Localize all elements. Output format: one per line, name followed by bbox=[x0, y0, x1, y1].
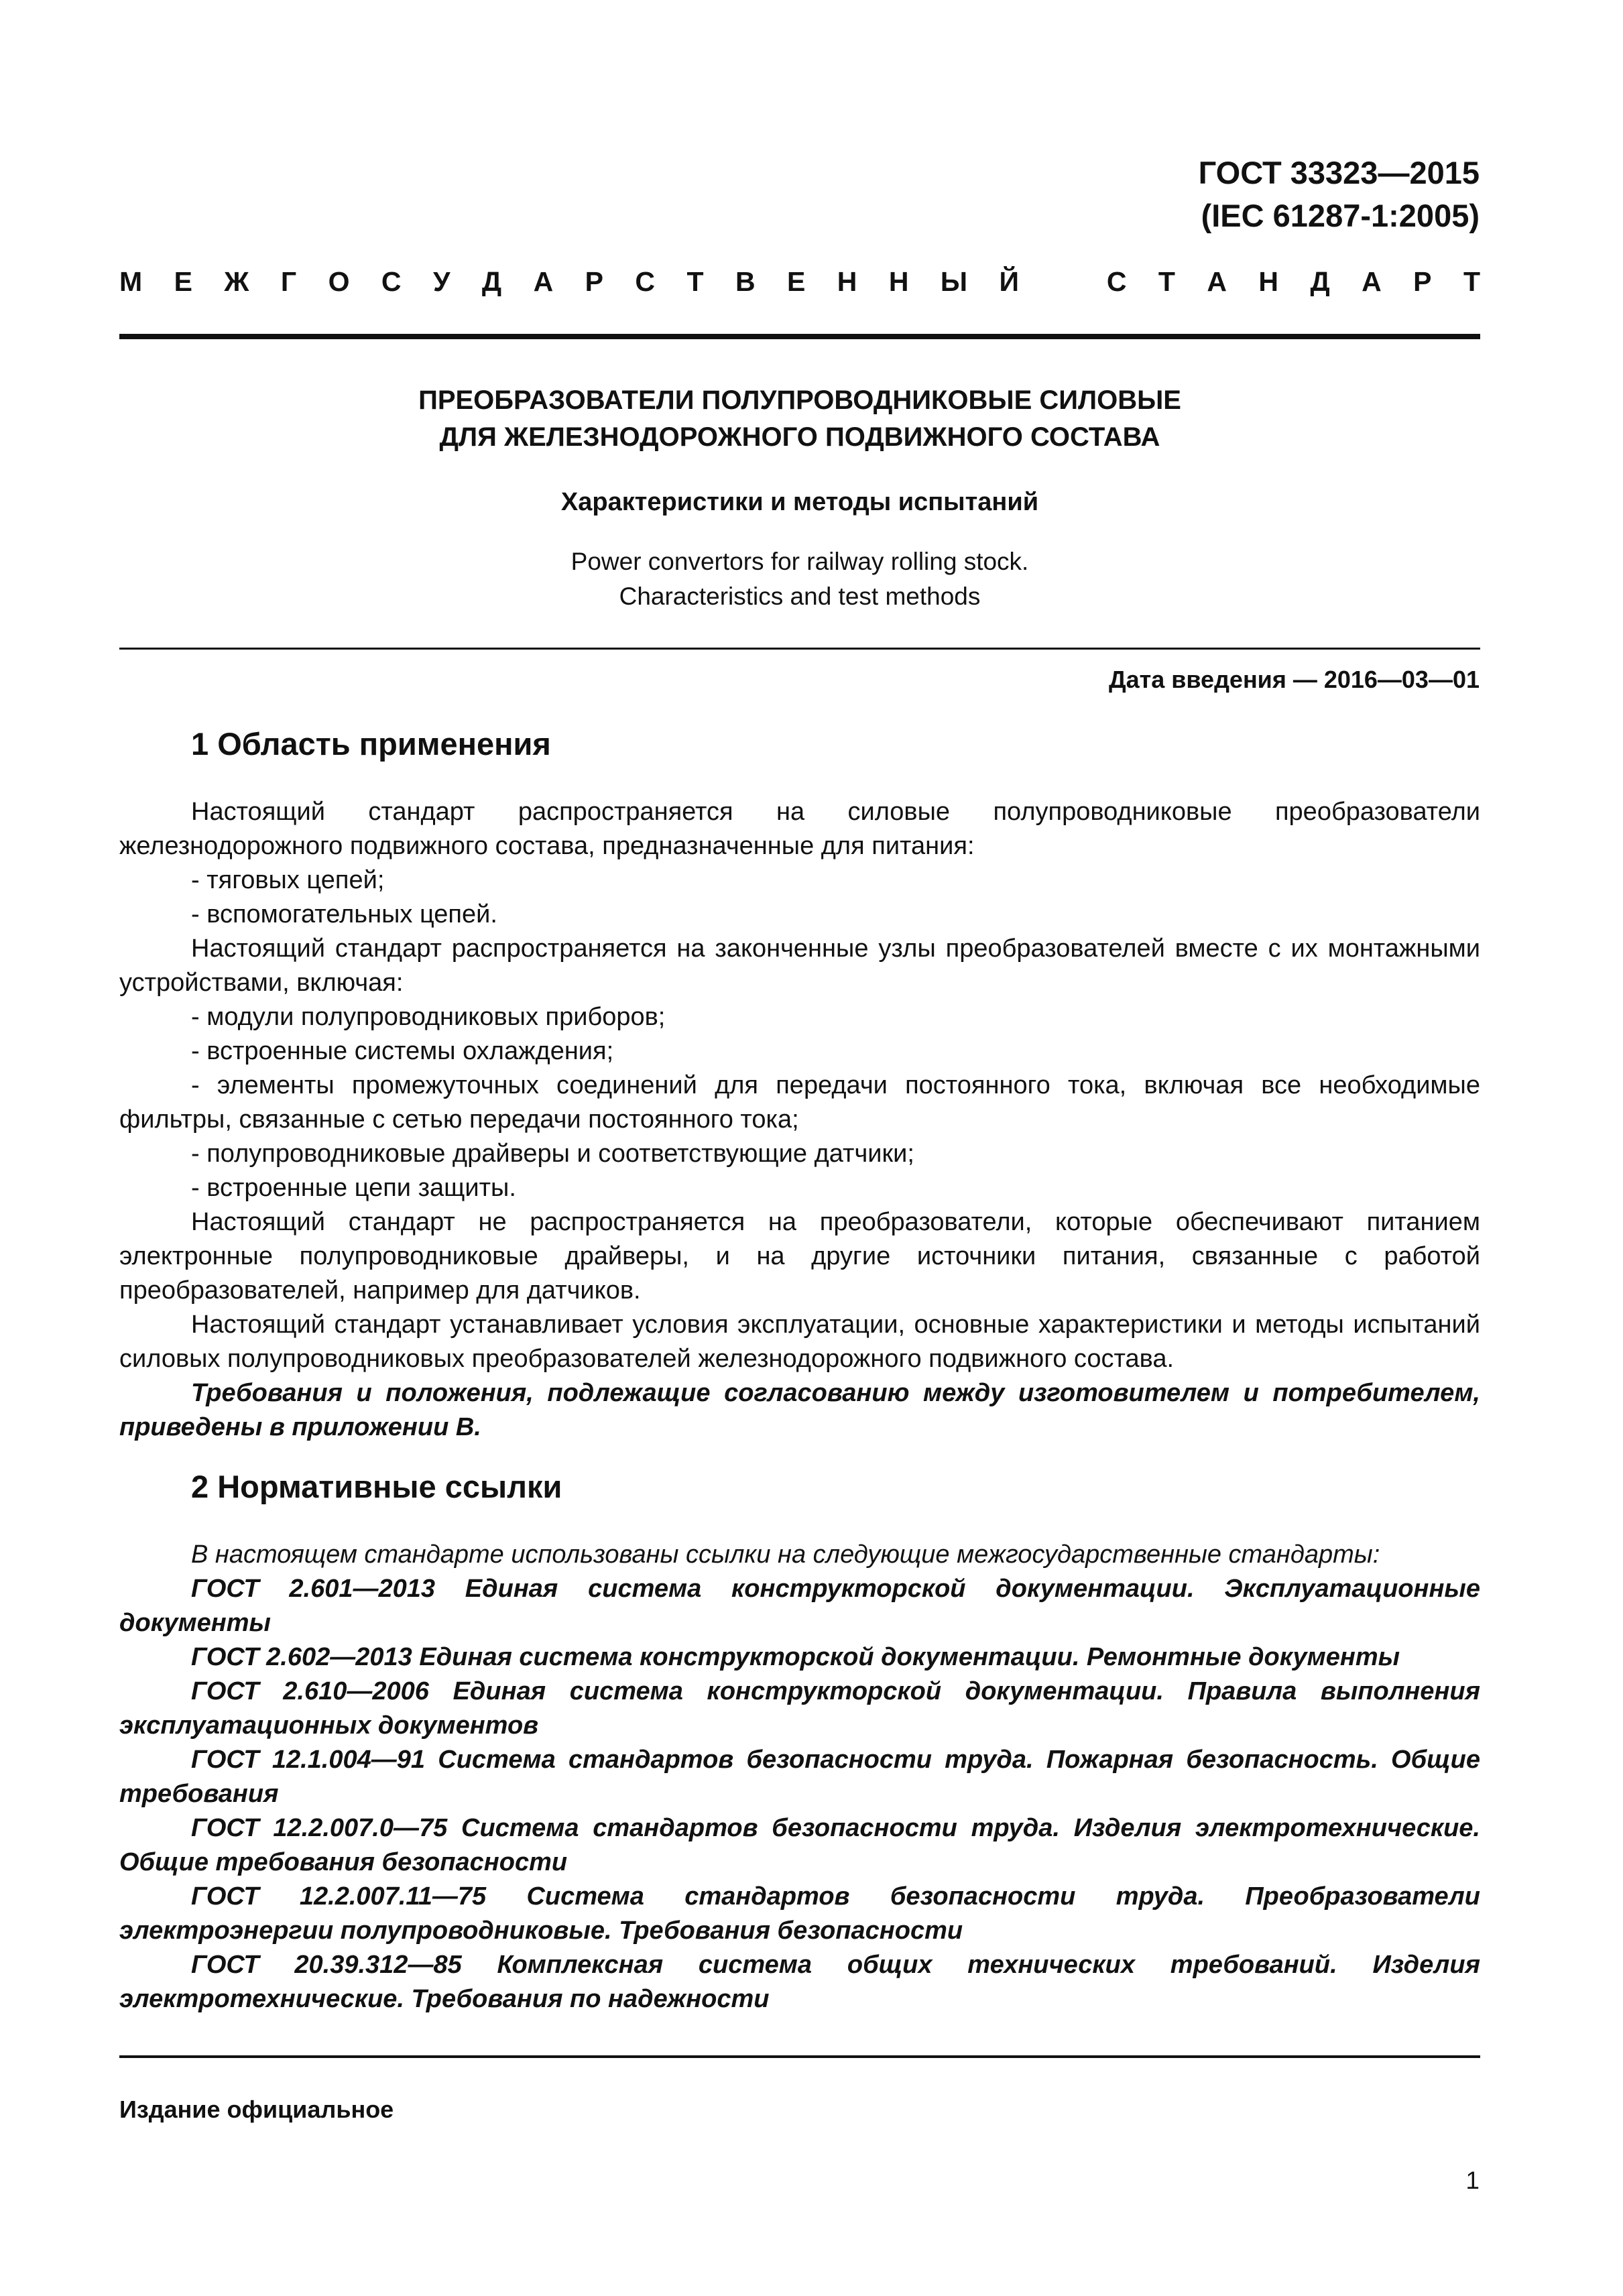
banner-letter: Ж bbox=[224, 266, 249, 297]
reference-title: Комплексная система общих технических требований. Изделия электротехнические. Требования по надежности bbox=[119, 1951, 1480, 2013]
reference-item bbox=[119, 1675, 1480, 1743]
list-item: - встроенные цепи защиты. bbox=[191, 1174, 516, 1202]
document-subtitle-ru: Характеристики и методы испытаний bbox=[560, 488, 1039, 516]
reference-item bbox=[119, 1640, 1480, 1675]
banner-letter: Е bbox=[787, 266, 806, 297]
official-edition-label: Издание официальное bbox=[119, 2096, 394, 2123]
reference-code: ГОСТ 2.602—2013 bbox=[191, 1643, 412, 1671]
banner-letter: Н bbox=[1258, 266, 1278, 297]
banner-letter: Н bbox=[888, 266, 909, 297]
title-ru-line2: ДЛЯ ЖЕЛЕЗНОДОРОЖНОГО ПОДВИЖНОГО СОСТАВА bbox=[439, 422, 1160, 452]
list-item: - встроенные системы охлаждения; bbox=[191, 1037, 614, 1065]
paragraph: Настоящий стандарт распространяется на законченные узлы преобразователей вместе с их монтажными устройствами, включая: bbox=[119, 934, 1480, 997]
reference-item bbox=[119, 1743, 1480, 1811]
interstate-standard-banner bbox=[119, 263, 1480, 300]
section-2-body bbox=[119, 1538, 1480, 2016]
reference-title: Система стандартов безопасности труда. Изделия электротехнические. Общие требования безопасности bbox=[119, 1814, 1480, 1876]
banner-letter: Т bbox=[1463, 266, 1480, 297]
paragraph-bold-italic: Требования и положения, подлежащие согласованию между изготовителем и потребителем, приведены в приложении В. bbox=[119, 1379, 1480, 1441]
document-number bbox=[1199, 152, 1480, 237]
title-en-line2: Characteristics and test methods bbox=[619, 583, 981, 610]
gost-number: ГОСТ 33323—2015 bbox=[1198, 155, 1480, 190]
title-en-line1: Power convertors for railway rolling stock. bbox=[570, 548, 1029, 575]
banner-letter: У bbox=[432, 266, 450, 297]
banner-letter: А bbox=[533, 266, 554, 297]
iec-number: (IEC 61287-1:2005) bbox=[1201, 198, 1480, 233]
reference-item bbox=[119, 1572, 1480, 1640]
banner-letter: А bbox=[1207, 266, 1227, 297]
paragraph: Настоящий стандарт распространяется на силовые полупроводниковые преобразователи железнодорожного подвижного состава, предназначенные для питания: bbox=[119, 798, 1480, 860]
banner-letter: С bbox=[1106, 266, 1127, 297]
document-title-en bbox=[119, 544, 1480, 614]
banner-letter: О bbox=[328, 266, 350, 297]
reference-title: Система стандартов безопасности труда. Преобразователи электроэнергии полупроводниковые. Требования безопасности bbox=[119, 1882, 1480, 1945]
banner-letter: С bbox=[381, 266, 402, 297]
banner-letter: Н bbox=[837, 266, 857, 297]
references-intro: В настоящем стандарте использованы ссылки на следующие межгосударственные стандарты: bbox=[191, 1540, 1380, 1569]
list-item: - элементы промежуточных соединений для передачи постоянного тока, включая все необходимые фильтры, связанные с сетью передачи постоянного тока; bbox=[119, 1071, 1480, 1134]
reference-title: Система стандартов безопасности труда. Пожарная безопасность. Общие требования bbox=[119, 1746, 1481, 1808]
reference-item bbox=[119, 1880, 1480, 1948]
banner-letter: Т bbox=[686, 266, 704, 297]
banner-gap bbox=[1050, 263, 1075, 300]
banner-letter: Р bbox=[1413, 266, 1432, 297]
reference-code: ГОСТ 12.1.004—91 bbox=[191, 1746, 426, 1774]
title-ru-line1: ПРЕОБРАЗОВАТЕЛИ ПОЛУПРОВОДНИКОВЫЕ СИЛОВЫЕ bbox=[418, 385, 1181, 415]
list-item: - вспомогательных цепей. bbox=[191, 900, 497, 928]
reference-title: Единая система конструкторской документации. Правила выполнения эксплуатационных документов bbox=[119, 1677, 1480, 1740]
introduction-date: Дата введения — 2016—03—01 bbox=[1108, 666, 1480, 693]
list-item: - тяговых цепей; bbox=[191, 866, 385, 894]
banner-letter: Р bbox=[585, 266, 603, 297]
section-1-heading: 1 Область применения bbox=[191, 726, 551, 762]
reference-code: ГОСТ 20.39.312—85 bbox=[191, 1951, 462, 1979]
banner-letter: Д bbox=[481, 266, 502, 297]
footer-rule bbox=[119, 2055, 1480, 2058]
list-item: - полупроводниковые драйверы и соответствующие датчики; bbox=[191, 1140, 914, 1168]
reference-item bbox=[119, 1811, 1480, 1880]
banner-letter: Г bbox=[280, 266, 297, 297]
document-title-ru bbox=[119, 382, 1480, 456]
banner-letter: А bbox=[1362, 266, 1382, 297]
reference-item bbox=[119, 1948, 1480, 2016]
banner-letter: С bbox=[635, 266, 656, 297]
banner-letter: Е bbox=[174, 266, 192, 297]
title-rule bbox=[119, 648, 1480, 650]
banner-letter: Д bbox=[1310, 266, 1330, 297]
paragraph: Настоящий стандарт устанавливает условия эксплуатации, основные характеристики и методы испытаний силовых полупроводниковых преобразователей железнодорожного подвижного состава. bbox=[119, 1311, 1480, 1373]
banner-letter: Т bbox=[1158, 266, 1175, 297]
reference-code: ГОСТ 2.601—2013 bbox=[191, 1575, 435, 1603]
section-2-heading: 2 Нормативные ссылки bbox=[191, 1469, 562, 1504]
reference-code: ГОСТ 12.2.007.0—75 bbox=[191, 1814, 448, 1842]
list-item: - модули полупроводниковых приборов; bbox=[191, 1003, 666, 1031]
banner-letter: Й bbox=[999, 266, 1019, 297]
paragraph: Настоящий стандарт не распространяется на преобразователи, которые обеспечивают питанием электронные полупроводниковые драйверы, и на другие источники питания, связанные с работой преобразователей, например для датчиков. bbox=[119, 1208, 1480, 1305]
reference-code: ГОСТ 12.2.007.11—75 bbox=[191, 1882, 487, 1911]
reference-title: Единая система конструкторской документации. Ремонтные документы bbox=[419, 1643, 1400, 1671]
section-1-body bbox=[119, 795, 1480, 1445]
banner-letter: Ы bbox=[940, 266, 968, 297]
reference-title: Единая система конструкторской документации. Эксплуатационные документы bbox=[119, 1575, 1480, 1637]
reference-code: ГОСТ 2.610—2006 bbox=[191, 1677, 429, 1705]
banner-letter: В bbox=[735, 266, 756, 297]
page-number: 1 bbox=[1465, 2167, 1480, 2194]
banner-letter: М bbox=[119, 266, 143, 297]
header-thick-rule bbox=[119, 334, 1480, 339]
